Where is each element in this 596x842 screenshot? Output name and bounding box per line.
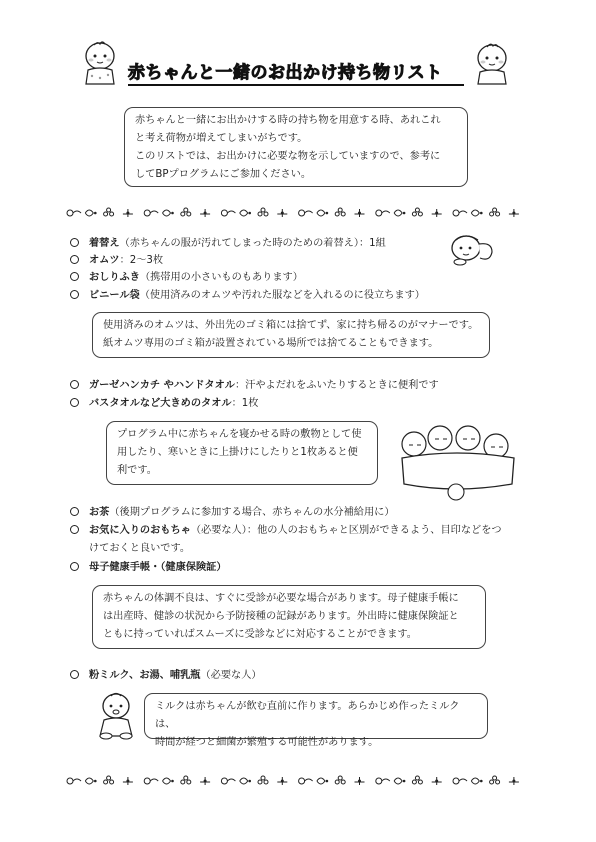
checkbox-circle bbox=[70, 255, 79, 264]
crawling-baby-icon bbox=[446, 232, 496, 268]
list-item bbox=[70, 396, 258, 412]
item-name: おしりふき bbox=[89, 272, 140, 283]
item-desc-continued: けておくと良いです。 bbox=[89, 543, 191, 554]
item-desc: （赤ちゃんの服が汚れてしまった時のための着替え）：1組 bbox=[119, 238, 386, 249]
item-desc: （必要な人）：他の人のおもちゃと区別ができるよう、目印などをつ bbox=[190, 525, 502, 536]
item-desc: （後期プログラムに参加する場合、赤ちゃんの水分補給用に） bbox=[109, 507, 395, 518]
sitting-baby-icon bbox=[96, 690, 136, 740]
page-title: 赤ちゃんと一緒のお出かけ持ち物リスト bbox=[128, 63, 443, 83]
item-name: ガーゼハンカチ やハンドタオル bbox=[89, 380, 235, 391]
checkbox-circle bbox=[70, 562, 79, 571]
note-line: 用したり、寒いときに上掛けにしたりと1枚あると便 bbox=[117, 447, 358, 458]
intro-line: してBPプログラムにご参加ください。 bbox=[135, 169, 312, 180]
checkbox-circle bbox=[70, 507, 79, 516]
item-desc: ：汗やよだれをふいたりするときに便利です bbox=[234, 380, 439, 391]
checkbox-circle bbox=[70, 670, 79, 679]
item-desc: （携帯用の小さいものもあります） bbox=[139, 272, 303, 283]
list-item bbox=[70, 668, 262, 684]
item-name: 粉ミルク、お湯、哺乳瓶 bbox=[89, 670, 201, 681]
note-line: 使用済みのオムツは、外出先のゴミ箱には捨てず、家に持ち帰るのがマナーです。 bbox=[103, 320, 479, 331]
note-line: は出産時、健診の状況から予防接種の記録があります。外出時に健康保険証と bbox=[103, 611, 459, 622]
list-item bbox=[70, 288, 425, 304]
item-name: バスタオルなど大きめのタオル bbox=[89, 398, 232, 409]
list-item bbox=[70, 523, 502, 539]
note-box-towel bbox=[106, 421, 378, 485]
baby-face-icon bbox=[80, 38, 120, 86]
intro-box bbox=[124, 107, 468, 187]
item-desc: ：2～3枚 bbox=[119, 255, 164, 266]
item-desc: （必要な人） bbox=[200, 670, 262, 681]
note-box-diaper bbox=[92, 312, 490, 358]
list-item bbox=[70, 236, 386, 252]
note-line: 紙オムツ専用のゴミ箱が設置されている場所では捨てることもできます。 bbox=[103, 338, 439, 349]
list-item bbox=[70, 270, 303, 286]
note-line: ミルクは赤ちゃんが飲む直前に作ります。あらかじめ作ったミルクは、 bbox=[155, 701, 460, 730]
list-item bbox=[70, 505, 395, 521]
checkbox-circle bbox=[70, 272, 79, 281]
sleeping-babies-icon bbox=[396, 424, 520, 502]
floral-border-icon bbox=[64, 774, 534, 788]
list-item bbox=[70, 378, 439, 394]
intro-line: と考え荷物が増えてしまいがちです。 bbox=[135, 133, 308, 144]
note-line: 赤ちゃんの体調不良は、すぐに受診が必要な場合があります。母子健康手帳に bbox=[103, 593, 459, 604]
intro-line: 赤ちゃんと一緒にお出かけする時の持ち物を用意する時、あれこれ bbox=[135, 115, 441, 126]
item-name: 着替え bbox=[89, 238, 120, 249]
list-item bbox=[70, 253, 163, 269]
note-line: 利です。 bbox=[117, 465, 157, 476]
item-name: 母子健康手帳・（健康保険証） bbox=[89, 562, 227, 573]
checkbox-circle bbox=[70, 398, 79, 407]
item-name: お気に入りのおもちゃ bbox=[89, 525, 191, 536]
intro-line: このリストでは、お出かけに必要な物を示していますので、参考に bbox=[135, 151, 441, 162]
floral-border-icon bbox=[64, 206, 534, 220]
title-underline bbox=[128, 84, 464, 86]
note-line: プログラム中に赤ちゃんを寝かせる時の敷物として使 bbox=[117, 429, 362, 440]
checkbox-circle bbox=[70, 290, 79, 299]
item-name: ビニール袋 bbox=[89, 290, 140, 301]
note-line: 時間が経つと細菌が繁殖する可能性があります。 bbox=[155, 737, 379, 748]
note-line: ともに持っていればスムーズに受診などに対応することができます。 bbox=[103, 629, 417, 640]
list-item bbox=[70, 560, 227, 576]
item-name: オムツ bbox=[89, 255, 120, 266]
item-name: お茶 bbox=[89, 507, 110, 518]
baby-face-icon bbox=[472, 40, 512, 86]
item-desc: ：1枚 bbox=[231, 398, 259, 409]
checkbox-circle bbox=[70, 380, 79, 389]
checkbox-circle bbox=[70, 525, 79, 534]
note-box-handbook bbox=[92, 585, 486, 649]
checkbox-circle bbox=[70, 238, 79, 247]
note-box-milk bbox=[144, 693, 488, 748]
item-desc: （使用済みのオムツや汚れた服などを入れるのに役立ちます） bbox=[139, 290, 425, 301]
